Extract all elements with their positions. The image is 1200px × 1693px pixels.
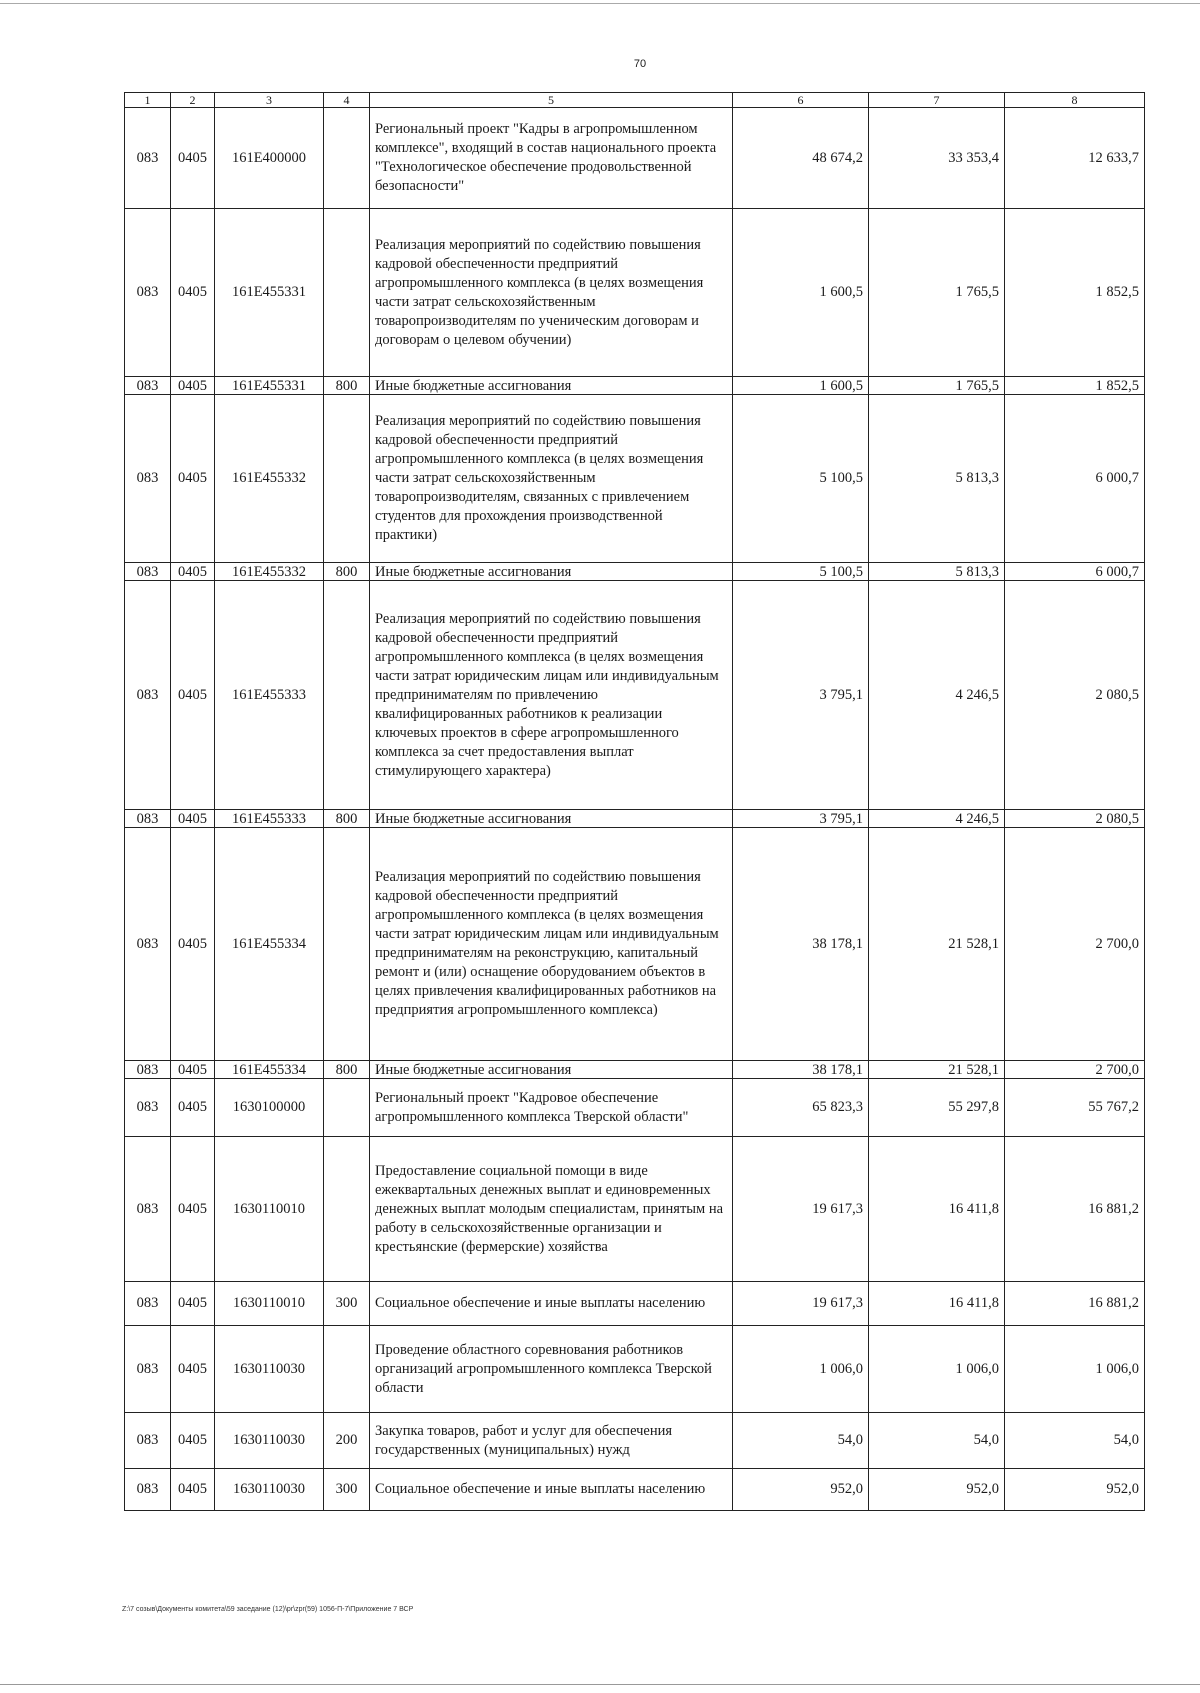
amount-col7-cell: 33 353,4 <box>869 108 1005 209</box>
expense-type-cell: 800 <box>324 1061 370 1079</box>
amount-col8-cell: 16 881,2 <box>1005 1137 1145 1282</box>
ministry-code-cell: 083 <box>125 828 171 1061</box>
ministry-code-cell: 083 <box>125 563 171 581</box>
column-header: 8 <box>1005 93 1145 108</box>
description-cell: Реализация мероприятий по содействию повышения кадровой обеспеченности предприятий агропромышленного комплекса (в целях возмещения части затрат юридическим лицам или индивидуальным предпринимателям на реконструкцию, капитальный ремонт и (или) оснащение оборудованием объектов в целях привлечения квалифицированных работников на предприятия агропромышленного комплекса) <box>370 828 733 1061</box>
amount-col8-cell: 6 000,7 <box>1005 395 1145 563</box>
amount-col8-cell: 952,0 <box>1005 1469 1145 1511</box>
table-row <box>125 395 1145 563</box>
description-cell: Иные бюджетные ассигнования <box>370 810 733 828</box>
ministry-code-cell: 083 <box>125 209 171 377</box>
amount-col6-cell: 48 674,2 <box>733 108 869 209</box>
description-cell: Иные бюджетные ассигнования <box>370 1061 733 1079</box>
description-cell: Социальное обеспечение и иные выплаты населению <box>370 1282 733 1326</box>
table-header-row <box>125 93 1145 108</box>
amount-col8-cell: 6 000,7 <box>1005 563 1145 581</box>
column-header: 1 <box>125 93 171 108</box>
amount-col6-cell: 1 006,0 <box>733 1326 869 1413</box>
target-article-cell: 161E455331 <box>215 377 324 395</box>
amount-col8-cell: 1 006,0 <box>1005 1326 1145 1413</box>
column-header: 2 <box>171 93 215 108</box>
budget-table <box>124 92 1145 1511</box>
description-cell: Предоставление социальной помощи в виде ежеквартальных денежных выплат и единовременных денежных выплат молодым специалистам, принятым на работу в сельскохозяйственные организации и крестьянские (фермерские) хозяйства <box>370 1137 733 1282</box>
amount-col7-cell: 1 006,0 <box>869 1326 1005 1413</box>
target-article-cell: 161E400000 <box>215 108 324 209</box>
amount-col6-cell: 3 795,1 <box>733 581 869 810</box>
column-header: 5 <box>370 93 733 108</box>
amount-col7-cell: 5 813,3 <box>869 563 1005 581</box>
column-header: 6 <box>733 93 869 108</box>
expense-type-cell: 800 <box>324 377 370 395</box>
section-code-cell: 0405 <box>171 1413 215 1469</box>
target-article-cell: 161E455333 <box>215 810 324 828</box>
amount-col6-cell: 5 100,5 <box>733 395 869 563</box>
amount-col7-cell: 1 765,5 <box>869 209 1005 377</box>
ministry-code-cell: 083 <box>125 1079 171 1137</box>
amount-col6-cell: 1 600,5 <box>733 209 869 377</box>
expense-type-cell <box>324 1137 370 1282</box>
amount-col8-cell: 2 080,5 <box>1005 581 1145 810</box>
table-row <box>125 377 1145 395</box>
section-code-cell: 0405 <box>171 1137 215 1282</box>
table-row <box>125 209 1145 377</box>
ministry-code-cell: 083 <box>125 1137 171 1282</box>
amount-col8-cell: 2 080,5 <box>1005 810 1145 828</box>
description-cell: Реализация мероприятий по содействию повышения кадровой обеспеченности предприятий агропромышленного комплекса (в целях возмещения части затрат сельскохозяйственным товаропроизводителям, связанных с привлечением студентов для прохождения производственной практики) <box>370 395 733 563</box>
amount-col7-cell: 55 297,8 <box>869 1079 1005 1137</box>
footer-file-path: Z:\7 созыв\Документы комитета\59 заседание (12)\pr\zpr(59) 1056-П-7\Приложение 7 ВСР <box>122 1606 414 1613</box>
description-cell: Проведение областного соревнования работников организаций агропромышленного комплекса Тверской области <box>370 1326 733 1413</box>
section-code-cell: 0405 <box>171 108 215 209</box>
top-border-line <box>0 3 1200 4</box>
section-code-cell: 0405 <box>171 563 215 581</box>
expense-type-cell <box>324 828 370 1061</box>
section-code-cell: 0405 <box>171 810 215 828</box>
amount-col8-cell: 55 767,2 <box>1005 1079 1145 1137</box>
amount-col7-cell: 21 528,1 <box>869 828 1005 1061</box>
amount-col7-cell: 4 246,5 <box>869 810 1005 828</box>
amount-col8-cell: 2 700,0 <box>1005 1061 1145 1079</box>
table-row <box>125 581 1145 810</box>
amount-col6-cell: 19 617,3 <box>733 1137 869 1282</box>
description-cell: Региональный проект "Кадры в агропромышленном комплексе", входящий в состав национального проекта "Технологическое обеспечение продовольственной безопасности" <box>370 108 733 209</box>
table-row <box>125 1282 1145 1326</box>
description-cell: Закупка товаров, работ и услуг для обеспечения государственных (муниципальных) нужд <box>370 1413 733 1469</box>
table-row <box>125 108 1145 209</box>
section-code-cell: 0405 <box>171 395 215 563</box>
target-article-cell: 1630100000 <box>215 1079 324 1137</box>
amount-col8-cell: 1 852,5 <box>1005 209 1145 377</box>
target-article-cell: 161E455332 <box>215 395 324 563</box>
expense-type-cell <box>324 1079 370 1137</box>
amount-col7-cell: 16 411,8 <box>869 1282 1005 1326</box>
table-row <box>125 1079 1145 1137</box>
section-code-cell: 0405 <box>171 1282 215 1326</box>
amount-col7-cell: 16 411,8 <box>869 1137 1005 1282</box>
expense-type-cell: 200 <box>324 1413 370 1469</box>
ministry-code-cell: 083 <box>125 108 171 209</box>
amount-col8-cell: 1 852,5 <box>1005 377 1145 395</box>
section-code-cell: 0405 <box>171 377 215 395</box>
amount-col7-cell: 21 528,1 <box>869 1061 1005 1079</box>
ministry-code-cell: 083 <box>125 1061 171 1079</box>
expense-type-cell: 300 <box>324 1282 370 1326</box>
target-article-cell: 161E455332 <box>215 563 324 581</box>
amount-col7-cell: 4 246,5 <box>869 581 1005 810</box>
amount-col7-cell: 54,0 <box>869 1413 1005 1469</box>
amount-col6-cell: 38 178,1 <box>733 828 869 1061</box>
amount-col8-cell: 16 881,2 <box>1005 1282 1145 1326</box>
target-article-cell: 161E455333 <box>215 581 324 810</box>
expense-type-cell <box>324 209 370 377</box>
amount-col6-cell: 1 600,5 <box>733 377 869 395</box>
section-code-cell: 0405 <box>171 581 215 810</box>
target-article-cell: 161E455334 <box>215 828 324 1061</box>
column-header: 7 <box>869 93 1005 108</box>
section-code-cell: 0405 <box>171 828 215 1061</box>
table-row <box>125 1137 1145 1282</box>
table-row <box>125 563 1145 581</box>
target-article-cell: 1630110010 <box>215 1137 324 1282</box>
table-row <box>125 810 1145 828</box>
section-code-cell: 0405 <box>171 1061 215 1079</box>
amount-col6-cell: 38 178,1 <box>733 1061 869 1079</box>
target-article-cell: 1630110030 <box>215 1413 324 1469</box>
target-article-cell: 1630110030 <box>215 1469 324 1511</box>
target-article-cell: 1630110030 <box>215 1326 324 1413</box>
section-code-cell: 0405 <box>171 209 215 377</box>
expense-type-cell <box>324 1326 370 1413</box>
section-code-cell: 0405 <box>171 1326 215 1413</box>
expense-type-cell <box>324 395 370 563</box>
description-cell: Социальное обеспечение и иные выплаты населению <box>370 1469 733 1511</box>
description-cell: Региональный проект "Кадровое обеспечение агропромышленного комплекса Тверской области" <box>370 1079 733 1137</box>
amount-col6-cell: 5 100,5 <box>733 563 869 581</box>
expense-type-cell <box>324 581 370 810</box>
target-article-cell: 161E455331 <box>215 209 324 377</box>
target-article-cell: 1630110010 <box>215 1282 324 1326</box>
description-cell: Реализация мероприятий по содействию повышения кадровой обеспеченности предприятий агропромышленного комплекса (в целях возмещения части затрат сельскохозяйственным товаропроизводителям по ученическим договорам и договорам о целевом обучении) <box>370 209 733 377</box>
ministry-code-cell: 083 <box>125 377 171 395</box>
amount-col6-cell: 54,0 <box>733 1413 869 1469</box>
table-row <box>125 1326 1145 1413</box>
description-cell: Реализация мероприятий по содействию повышения кадровой обеспеченности предприятий агропромышленного комплекса (в целях возмещения части затрат юридическим лицам или индивидуальным предпринимателям по привлечению квалифицированных работников к реализации ключевых проектов в сфере агропромышленного комплекса за счет предоставления выплат стимулирующего характера) <box>370 581 733 810</box>
amount-col7-cell: 5 813,3 <box>869 395 1005 563</box>
ministry-code-cell: 083 <box>125 581 171 810</box>
amount-col8-cell: 2 700,0 <box>1005 828 1145 1061</box>
table-row <box>125 1469 1145 1511</box>
expense-type-cell: 300 <box>324 1469 370 1511</box>
section-code-cell: 0405 <box>171 1469 215 1511</box>
amount-col7-cell: 952,0 <box>869 1469 1005 1511</box>
description-cell: Иные бюджетные ассигнования <box>370 377 733 395</box>
table-row <box>125 1413 1145 1469</box>
amount-col8-cell: 12 633,7 <box>1005 108 1145 209</box>
amount-col6-cell: 3 795,1 <box>733 810 869 828</box>
ministry-code-cell: 083 <box>125 1326 171 1413</box>
amount-col7-cell: 1 765,5 <box>869 377 1005 395</box>
page-number: 70 <box>633 58 647 70</box>
bottom-border-line <box>0 1684 1200 1685</box>
ministry-code-cell: 083 <box>125 1469 171 1511</box>
column-header: 4 <box>324 93 370 108</box>
ministry-code-cell: 083 <box>125 395 171 563</box>
table-row <box>125 1061 1145 1079</box>
ministry-code-cell: 083 <box>125 1413 171 1469</box>
amount-col6-cell: 65 823,3 <box>733 1079 869 1137</box>
ministry-code-cell: 083 <box>125 1282 171 1326</box>
amount-col6-cell: 19 617,3 <box>733 1282 869 1326</box>
description-cell: Иные бюджетные ассигнования <box>370 563 733 581</box>
target-article-cell: 161E455334 <box>215 1061 324 1079</box>
ministry-code-cell: 083 <box>125 810 171 828</box>
expense-type-cell: 800 <box>324 563 370 581</box>
amount-col6-cell: 952,0 <box>733 1469 869 1511</box>
amount-col8-cell: 54,0 <box>1005 1413 1145 1469</box>
table-row <box>125 828 1145 1061</box>
column-header: 3 <box>215 93 324 108</box>
expense-type-cell <box>324 108 370 209</box>
section-code-cell: 0405 <box>171 1079 215 1137</box>
expense-type-cell: 800 <box>324 810 370 828</box>
